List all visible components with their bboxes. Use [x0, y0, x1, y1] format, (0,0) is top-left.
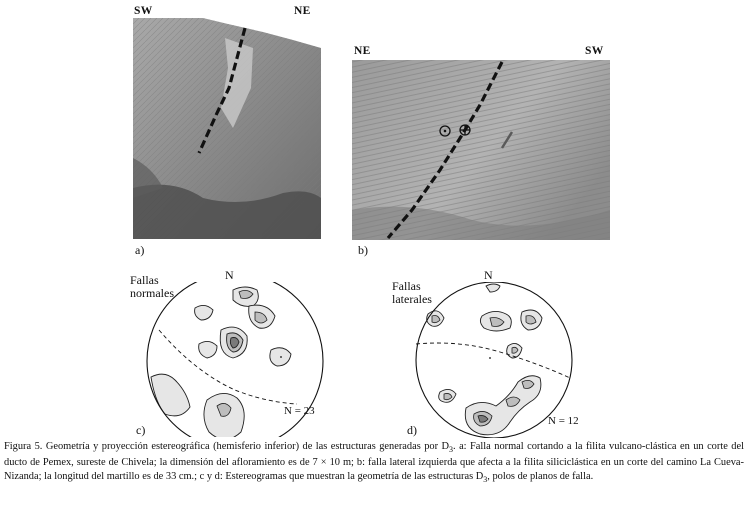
figure-caption	[4, 440, 744, 486]
photo-a-normal-fault	[133, 18, 321, 239]
stereonet-c-title-line2: normales	[130, 286, 174, 300]
caption-part-2: . a: Falla normal cortando a la filita vulcano-clástica en un corte del ducto de Pemex, sureste de Chivela; la dimensión del afloramiento es de 7 × 10 m; b: falla lateral izquierda que afecta a la filita siliciclástica en un corte del camino La Cueva-Nizanda; la longitud del martillo es de 33 cm.; c y d: Estereogramas que muestran la geometría de las estructuras D	[4, 441, 744, 482]
panel-a-label: a)	[135, 243, 145, 257]
panel-c-label: c)	[136, 423, 146, 437]
panel-b-label: b)	[358, 243, 368, 257]
photo-a-right-direction: NE	[294, 5, 311, 17]
photo-b-lateral-fault	[352, 60, 610, 240]
photo-a-left-direction: SW	[134, 5, 153, 17]
stereonet-d-title-line2: laterales	[392, 292, 432, 306]
stereonet-c	[145, 282, 325, 437]
panel-d-label: d)	[407, 423, 417, 437]
stereonet-d-title-line1: Fallas	[392, 279, 421, 293]
stereonet-d-north: N	[484, 268, 493, 282]
photo-b-right-direction: SW	[585, 45, 604, 57]
stereonet-d	[410, 282, 580, 438]
stereonet-c-count: N = 23	[284, 405, 315, 417]
photo-a-image	[133, 18, 321, 239]
stereonet-c-title-line1: Fallas	[130, 273, 159, 287]
stereonet-d-count: N = 12	[548, 415, 579, 427]
photo-b-left-direction: NE	[354, 45, 371, 57]
caption-part-1: Figura 5. Geometría y proyección estereográfica (hemisferio inferior) de las estructuras generadas por D	[4, 441, 450, 452]
photo-b-image	[352, 60, 610, 240]
caption-part-3: , polos de planos de falla.	[487, 470, 594, 482]
caption-sub-1: 3	[449, 445, 454, 455]
caption-sub-2: 3	[483, 474, 488, 484]
stereonet-c-north: N	[225, 268, 234, 282]
